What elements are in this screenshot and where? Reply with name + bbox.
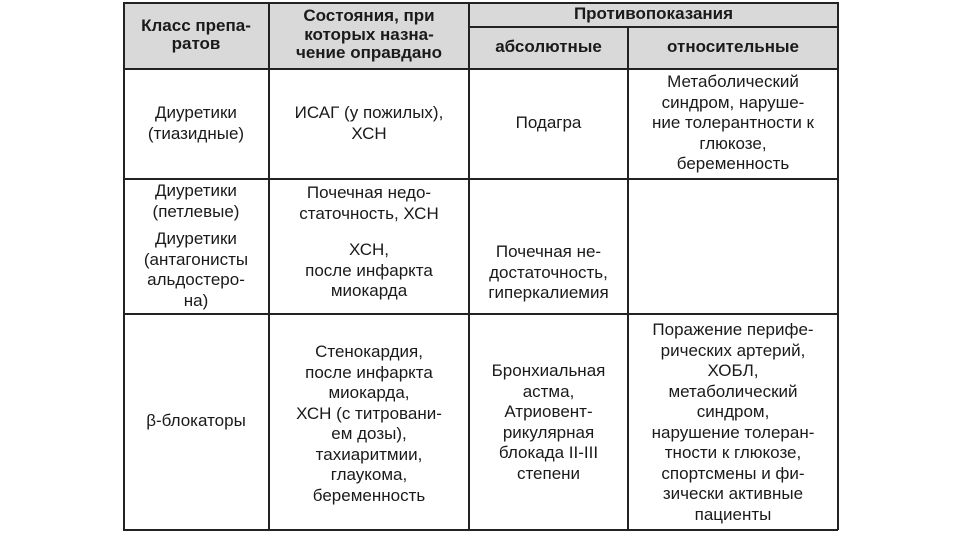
row4-conditions-line: миокарда,: [328, 383, 410, 402]
row4-relative-line: пациенты: [694, 504, 772, 524]
row3-absolute-line: достаточность,: [489, 262, 608, 282]
row4-absolute-line: Атриовент-: [504, 402, 593, 421]
border-row1-bottom: [123, 178, 838, 180]
header-class-line: ратов: [171, 34, 221, 53]
row2-conditions-line: статочность, ХСН: [299, 203, 439, 223]
row4-relative-line: нарушение толеран-: [651, 422, 815, 442]
row1-relative-line: синдром, наруше-: [661, 92, 805, 112]
row4-relative-line: синдром,: [696, 402, 770, 421]
header-contraindications: Противопоказания: [573, 4, 734, 24]
row2-class-line: Диуретики: [155, 181, 237, 200]
row4-conditions-line: ем дозы),: [331, 424, 407, 443]
row1-class: [123, 69, 269, 178]
header-class: [123, 2, 269, 68]
row1-class-line: (тиазидные): [147, 123, 245, 143]
row3-class-line: Диуретики: [155, 229, 237, 248]
row4-conditions-line: глаукома,: [330, 465, 408, 484]
row4-class: [123, 314, 269, 529]
row4-absolute-line: блокада II-III: [498, 443, 599, 462]
row4-relative-line: спортсмены и фи-: [661, 463, 805, 483]
row2-conditions-loop: [269, 183, 469, 227]
header-conditions-line: чение оправдано: [295, 43, 443, 63]
row3-conditions-line: миокарда: [330, 281, 408, 300]
header-conditions-line: Состояния, при: [303, 6, 435, 26]
row4-relative-line: рических артерий,: [660, 340, 806, 360]
row2-class-antagonists: [123, 229, 269, 313]
row3-absolute-line: Почечная не-: [495, 242, 602, 261]
row4-relative-line: Поражение перифе-: [652, 320, 814, 339]
row4-conditions-line: ХСН (с титровани-: [296, 403, 442, 423]
row4-conditions-line: беременность: [312, 485, 426, 505]
row3-class-line: альдостеро-: [147, 270, 245, 289]
row4-relative-line: зически активные: [662, 484, 804, 503]
row4-absolute-line: астма,: [522, 381, 575, 401]
row2-class-loop: [123, 181, 269, 225]
row4-absolute-line: рикулярная: [502, 422, 595, 442]
row1-conditions: [269, 69, 469, 178]
row4-conditions: [269, 342, 469, 512]
row4-relative-line: ХОБЛ,: [707, 361, 759, 380]
row1-relative-line: Метаболический: [667, 72, 799, 92]
header-absolute: абсолютные: [495, 37, 602, 57]
row1-absolute-line: Подагра: [515, 113, 582, 133]
row4-absolute-line: Бронхиальная: [491, 361, 606, 380]
drug-contraindications-table: [123, 2, 838, 530]
row2-conditions-line: Почечная недо-: [306, 183, 432, 202]
row3-conditions-line: после инфаркта: [305, 260, 433, 280]
row2-conditions-antagonists: [269, 240, 469, 308]
row1-class-line: Диуретики: [155, 103, 237, 122]
row1-relative-line: беременность: [676, 154, 790, 174]
row4-relative: [628, 320, 838, 528]
row4-conditions-line: Стенокардия,: [315, 342, 423, 361]
row3-class-line: (антагонисты: [143, 249, 249, 269]
row1-absolute: [469, 69, 628, 178]
row2-absolute-antagonists: [469, 242, 628, 308]
row1-conditions-line: ХСН: [351, 123, 387, 143]
border-bottom: [123, 529, 838, 531]
row2-class-line: (петлевые): [152, 201, 240, 221]
row1-conditions-line: ИСАГ (у пожилых),: [294, 103, 444, 122]
row4-class-line: β-блокаторы: [146, 411, 246, 431]
row3-class-line: на): [183, 290, 209, 310]
row4-relative-line: тности к глюкозе,: [664, 443, 802, 462]
header-class-line: Класс препа-: [141, 15, 251, 35]
header-relative: относительные: [667, 37, 799, 57]
row4-absolute: [469, 361, 628, 491]
row3-absolute-line: гиперкалиемия: [488, 283, 609, 302]
row1-relative-line: ние толерантности к: [652, 113, 814, 133]
row3-conditions-line: ХСН,: [348, 240, 390, 259]
row4-conditions-line: после инфаркта: [305, 362, 433, 382]
row4-absolute-line: степени: [516, 463, 581, 483]
row4-conditions-line: тахиаритмии,: [315, 444, 423, 464]
row1-relative: [628, 69, 838, 178]
row1-relative-line: глюкозе,: [699, 133, 767, 153]
header-conditions-line: которых назна-: [304, 24, 434, 44]
header-conditions: [269, 2, 469, 68]
row4-relative-line: метаболический: [668, 381, 798, 401]
